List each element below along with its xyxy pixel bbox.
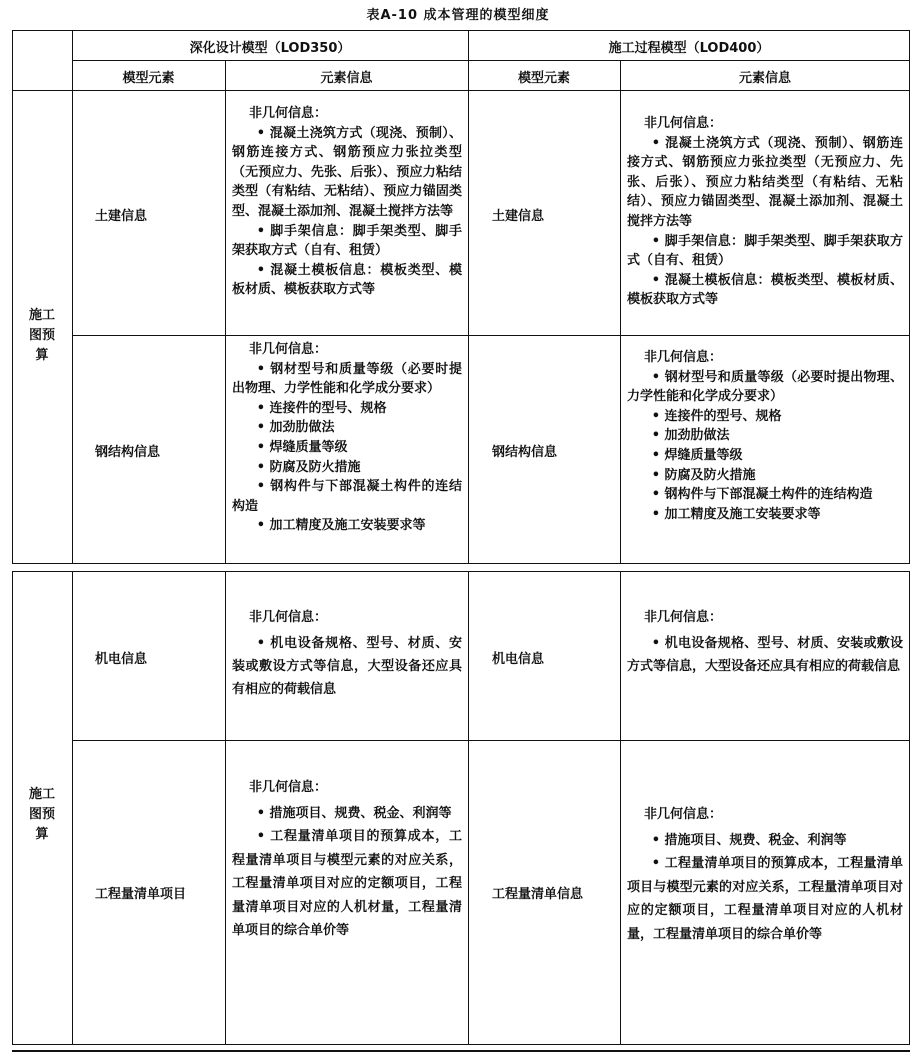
element-info: 非几何信息： • 机电设备规格、型号、材质、安装或敷设方式等信息，大型设备还应具有相应的荷载信息 [232,610,462,697]
element-info: 非几何信息： • 混凝土浇筑方式（现浇、预制）、钢筋连接方式、钢筋预应力张拉类型（无预应力、先张、后张）、预应力粘结类型（有粘结、无粘结）、预应力锚固类型、混凝土添加剂、混凝土搅拌方法等 • 脚手架信息：脚手架类型、脚手架获取方式（自有、租赁） • 混凝土模板信息：模板类型、模板材质、模板获取方式等 [627,116,903,308]
element-info: 非几何信息： • 措施项目、规费、税金、利润等 • 工程量清单项目的预算成本，工程量清单项目与模型元素的对应关系，工程量清单项目对应的定额项目，工程量清单项目对应的人机材量，工程量清单项目的综合单价等 [232,780,462,939]
category-label: 施工图预算 [28,787,55,842]
element-info: 非几何信息： • 混凝土浇筑方式（现浇、预制）、钢筋连接方式、钢筋预应力张拉类型（无预应力、先张、后张）、预应力粘结类型（有粘结、无粘结）、预应力锚固类型、混凝土添加剂、混凝土搅拌方法等 • 脚手架信息：脚手架类型、脚手架获取方式（自有、租赁） • 混凝土模板信息：模板类型、模板材质、模板获取方式等 [232,106,462,298]
header-element-right: 模型元素 [517,71,570,86]
header-info-left: 元素信息 [320,71,373,86]
element-name: 钢结构信息 [95,445,161,460]
category-label: 施工图预算 [28,308,55,363]
element-info: 非几何信息： • 钢材型号和质量等级（必要时提出物理、力学性能和化学成分要求） • 连接件的型号、规格 • 加劲肋做法 • 焊缝质量等级 • 防腐及防火措施 • 钢构件与下部混凝土构件的连结构造 • 加工精度及施工安装要求等 [627,350,903,522]
header-element-left: 模型元素 [122,71,175,86]
header-lod350: 深化设计模型（LOD350） [189,41,351,56]
header-lod400: 施工过程模型（LOD400） [608,41,770,56]
element-name: 土建信息 [492,209,545,224]
element-info: 非几何信息： • 机电设备规格、型号、材质、安装或敷设方式等信息，大型设备还应具有相应的荷载信息 [627,610,903,674]
element-info: 非几何信息： • 措施项目、规费、税金、利润等 • 工程量清单项目的预算成本，工程量清单项目与模型元素的对应关系，工程量清单项目对应的定额项目，工程量清单项目对应的人机材量，工程量清单项目的综合单价等 [627,807,903,942]
element-name: 土建信息 [95,209,148,224]
element-name: 钢结构信息 [492,445,558,460]
table-caption: 表A-10 成本管理的模型细度 [366,8,550,23]
element-name: 机电信息 [95,652,148,667]
element-name: 机电信息 [492,652,545,667]
element-info: 非几何信息： • 钢材型号和质量等级（必要时提出物理、力学性能和化学成分要求） • 连接件的型号、规格 • 加劲肋做法 • 焊缝质量等级 • 防腐及防火措施 • 钢构件与下部混凝土构件的连结构造 • 加工精度及施工安装要求等 [232,342,462,534]
header-info-right: 元素信息 [738,71,791,86]
element-name: 工程量清单项目 [95,887,187,902]
element-name: 工程量清单信息 [492,887,584,902]
